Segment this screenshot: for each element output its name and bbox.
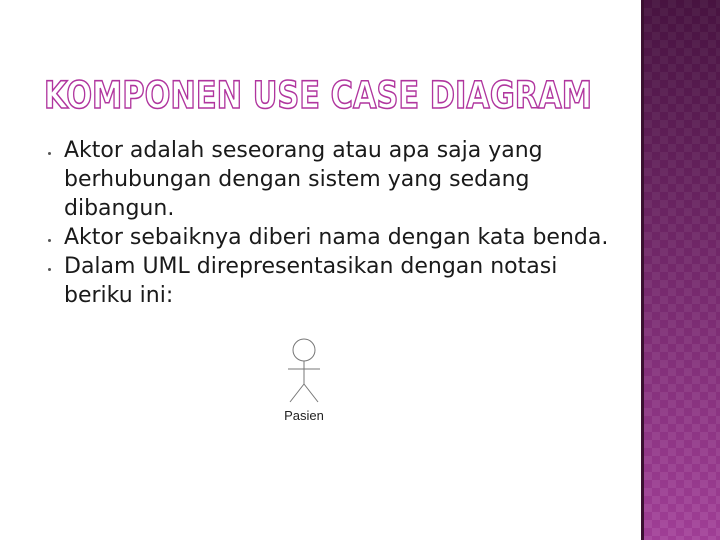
- bullet-item: [48, 252, 628, 310]
- slide-title: [40, 70, 600, 118]
- uml-actor-icon: [276, 336, 332, 406]
- decorative-side-panel: [641, 0, 720, 540]
- bullet-text: Aktor sebaiknya diberi nama dengan kata benda.: [64, 225, 609, 250]
- bullet-text: Dalam UML direpresentasikan dengan notasi beriku ini:: [64, 254, 558, 308]
- bullet-list: [48, 136, 628, 310]
- bullet-dot-icon: [48, 268, 51, 271]
- bullet-text: Aktor adalah seseorang atau apa saja yang berhubungan dengan sistem yang sedang dibangun.: [64, 138, 543, 221]
- bullet-item: [48, 136, 628, 223]
- slide-title-text: KOMPONEN USE CASE DIAGRAM: [44, 74, 592, 117]
- bullet-dot-icon: [48, 239, 51, 242]
- bullet-dot-icon: [48, 152, 51, 155]
- actor-label: Pasien: [284, 408, 324, 423]
- uml-actor: [276, 336, 332, 428]
- bullet-item: [48, 223, 628, 252]
